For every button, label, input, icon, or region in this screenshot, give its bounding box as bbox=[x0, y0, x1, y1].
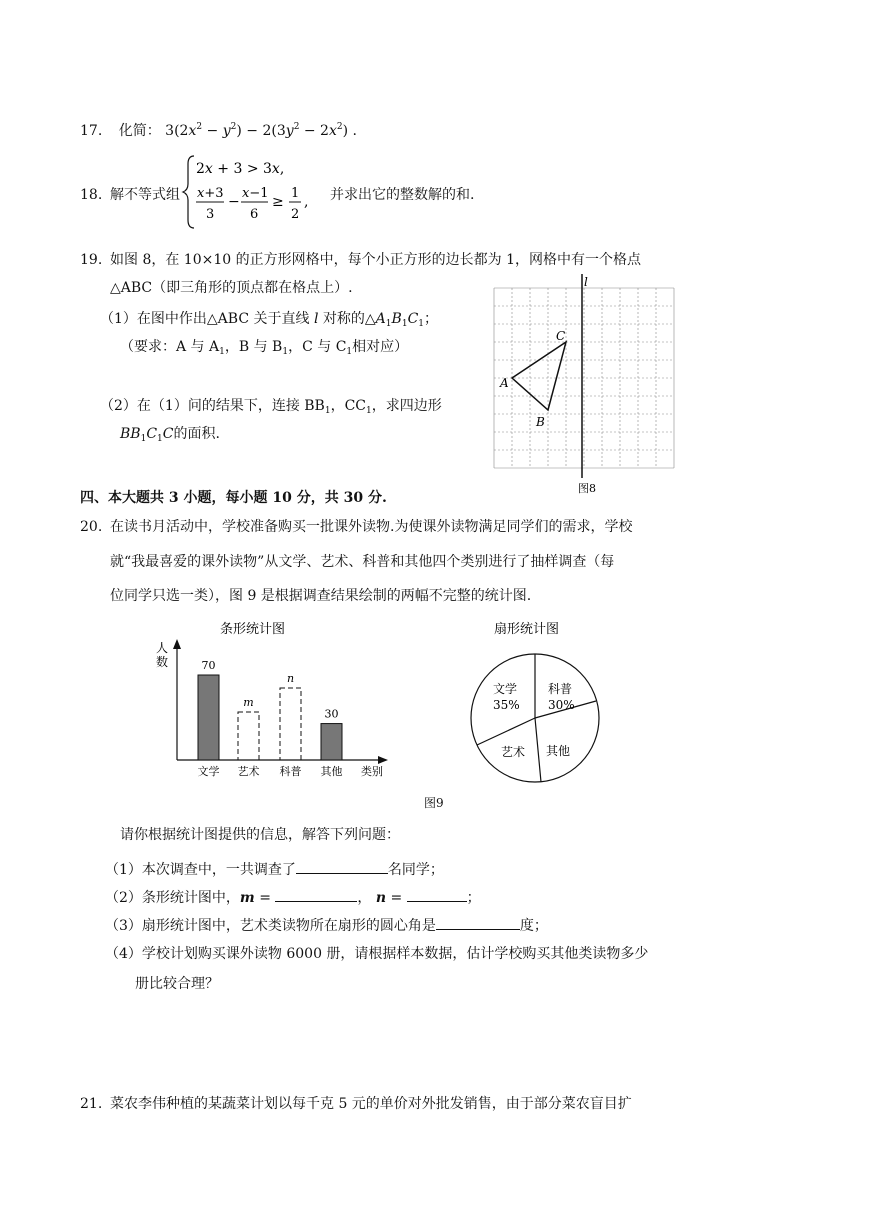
bar-chart-title: 条形统计图 bbox=[220, 622, 286, 637]
q21-number: 21. bbox=[80, 1096, 103, 1112]
q18-text: 解不等式组 bbox=[110, 187, 180, 203]
q20-line3: 位同学只选一类），图 9 是根据调查结果绘制的两幅不完整的统计图. bbox=[110, 588, 532, 604]
bar-data-label-2: n bbox=[286, 672, 295, 685]
pie-label-wenxue: 文学 bbox=[493, 682, 518, 696]
q20-line1: 在读书月活动中，学校准备购买一批课外读物.为使课外读物满足同学们的需求，学校 bbox=[110, 519, 633, 535]
q20-intro: 请你根据统计图提供的信息，解答下列问题： bbox=[120, 827, 400, 843]
figure-9-caption: 图9 bbox=[424, 796, 444, 810]
svg-text:6: 6 bbox=[250, 207, 259, 222]
pie-chart-title: 扇形统计图 bbox=[494, 622, 560, 637]
answer-blank-1[interactable] bbox=[296, 858, 388, 874]
q18-system bbox=[180, 152, 330, 232]
svg-text:x−1: x−1 bbox=[242, 186, 269, 201]
q19-part1: （1）在图中作出△ABC 关于直线 l 对称的$\triangle A_1B_1C_1$； bbox=[100, 311, 439, 329]
svg-text:1: 1 bbox=[291, 186, 300, 201]
bar-1 bbox=[238, 712, 259, 760]
bar-3 bbox=[321, 724, 342, 760]
bar-category-label-0: 文学 bbox=[197, 765, 220, 778]
q20-sub4-line1: （4）学校计划购买课外读物 6000 册，请根据样本数据，估计学校购买其他类读物多少 bbox=[105, 946, 649, 962]
bar-data-label-1: m bbox=[243, 696, 254, 709]
vertex-b-label: B bbox=[536, 415, 545, 429]
q20-sub3: （3）扇形统计图中，艺术类读物所在扇形的圆心角是 度； bbox=[105, 914, 548, 936]
q19-line2: △ABC（即三角形的顶点都在格点上）. bbox=[110, 280, 353, 296]
bar-y-arrow bbox=[173, 639, 181, 649]
triangle-abc bbox=[512, 342, 566, 410]
q19-part1-requirement: （要求：A 与 $A_1$，B 与 $B_1$，C 与 $C_1$相对应） bbox=[120, 339, 409, 357]
answer-blank-m[interactable] bbox=[275, 886, 357, 902]
q19-number: 19. bbox=[80, 252, 103, 268]
bar-category-label-3: 其他 bbox=[320, 765, 343, 778]
bar-xlabel: 类别 bbox=[361, 765, 383, 778]
pie-pct-kepu: 30% bbox=[548, 698, 575, 712]
q17: 17. 化简： $3(2x^2 - y^2) - 2(3y^2 - 2x^2)$ . bbox=[80, 122, 357, 139]
section-4-heading: 四、本大题共 3 小题，每小题 10 分，共 30 分. bbox=[80, 490, 387, 506]
q19-line1: 如图 8，在 10×10 的正方形网格中，每个小正方形的边长都为 1，网格中有一个格点 bbox=[110, 252, 641, 268]
q21-line1: 菜农李伟种植的某蔬菜计划以每千克 5 元的单价对外批发销售，由于部分菜农盲目扩 bbox=[110, 1096, 632, 1112]
answer-blank-3[interactable] bbox=[436, 914, 520, 930]
q20-line2: 就“我最喜爱的课外读物”从文学、艺术、科普和其他四个类别进行了抽样调查（每 bbox=[110, 554, 615, 570]
q19-part2-line2: $BB_1C_1C$的面积. bbox=[120, 426, 220, 444]
q20-sub2: （2）条形统计图中，m = ， n = ； bbox=[105, 886, 481, 908]
bar-category-label-2: 科普 bbox=[279, 765, 302, 778]
bar-ylabel-1: 人 bbox=[156, 641, 169, 655]
answer-blank-n[interactable] bbox=[407, 886, 467, 902]
pie-chart bbox=[460, 615, 620, 790]
pie-label-yishu: 艺术 bbox=[501, 745, 526, 759]
bar-chart bbox=[150, 615, 400, 785]
pie-divider-3 bbox=[535, 718, 541, 782]
q18-tail: 并求出它的整数解的和. bbox=[330, 187, 475, 203]
vertex-c-label: C bbox=[556, 329, 566, 343]
svg-text:−: − bbox=[228, 194, 240, 210]
q17-text: 化简： bbox=[118, 123, 161, 139]
q18-number: 18. bbox=[80, 187, 103, 203]
figure-8-grid bbox=[480, 266, 690, 498]
bar-0 bbox=[198, 675, 219, 760]
pie-label-qita: 其他 bbox=[546, 744, 571, 758]
svg-text:,: , bbox=[304, 194, 309, 210]
figure-8-caption: 图8 bbox=[578, 482, 596, 495]
q19-part2: （2）在（1）问的结果下，连接 $BB_1$，$CC_1$，求四边形 bbox=[100, 398, 442, 416]
svg-text:2: 2 bbox=[291, 207, 300, 222]
bar-ylabel-2: 数 bbox=[156, 655, 169, 669]
bar-data-label-0: 70 bbox=[201, 659, 216, 672]
q17-number: 17. bbox=[80, 123, 103, 139]
grid-lines bbox=[494, 288, 674, 468]
pie-divider-4 bbox=[477, 718, 535, 745]
q20-sub4-line2: 册比较合理？ bbox=[135, 976, 219, 992]
pie-pct-wenxue: 35% bbox=[493, 698, 520, 712]
svg-text:2x + 3 > 3x,: 2x + 3 > 3x, bbox=[196, 161, 285, 177]
q20-number: 20. bbox=[80, 519, 103, 535]
line-l-label: l bbox=[584, 275, 588, 289]
pie-label-kepu: 科普 bbox=[548, 682, 573, 696]
svg-text:≥: ≥ bbox=[272, 194, 284, 210]
vertex-a-label: A bbox=[500, 376, 509, 390]
q20-sub1: （1）本次调查中，一共调查了 名同学； bbox=[105, 858, 444, 880]
bar-category-label-1: 艺术 bbox=[237, 765, 260, 778]
bar-x-arrow bbox=[378, 756, 388, 764]
svg-text:3: 3 bbox=[206, 207, 215, 222]
bar-2 bbox=[280, 688, 301, 760]
q17-expression: $3(2x^2 - y^2) - 2(3y^2 - 2x^2)$ bbox=[165, 122, 349, 139]
bar-data-label-3: 30 bbox=[324, 707, 339, 721]
svg-text:x+3: x+3 bbox=[197, 186, 224, 201]
